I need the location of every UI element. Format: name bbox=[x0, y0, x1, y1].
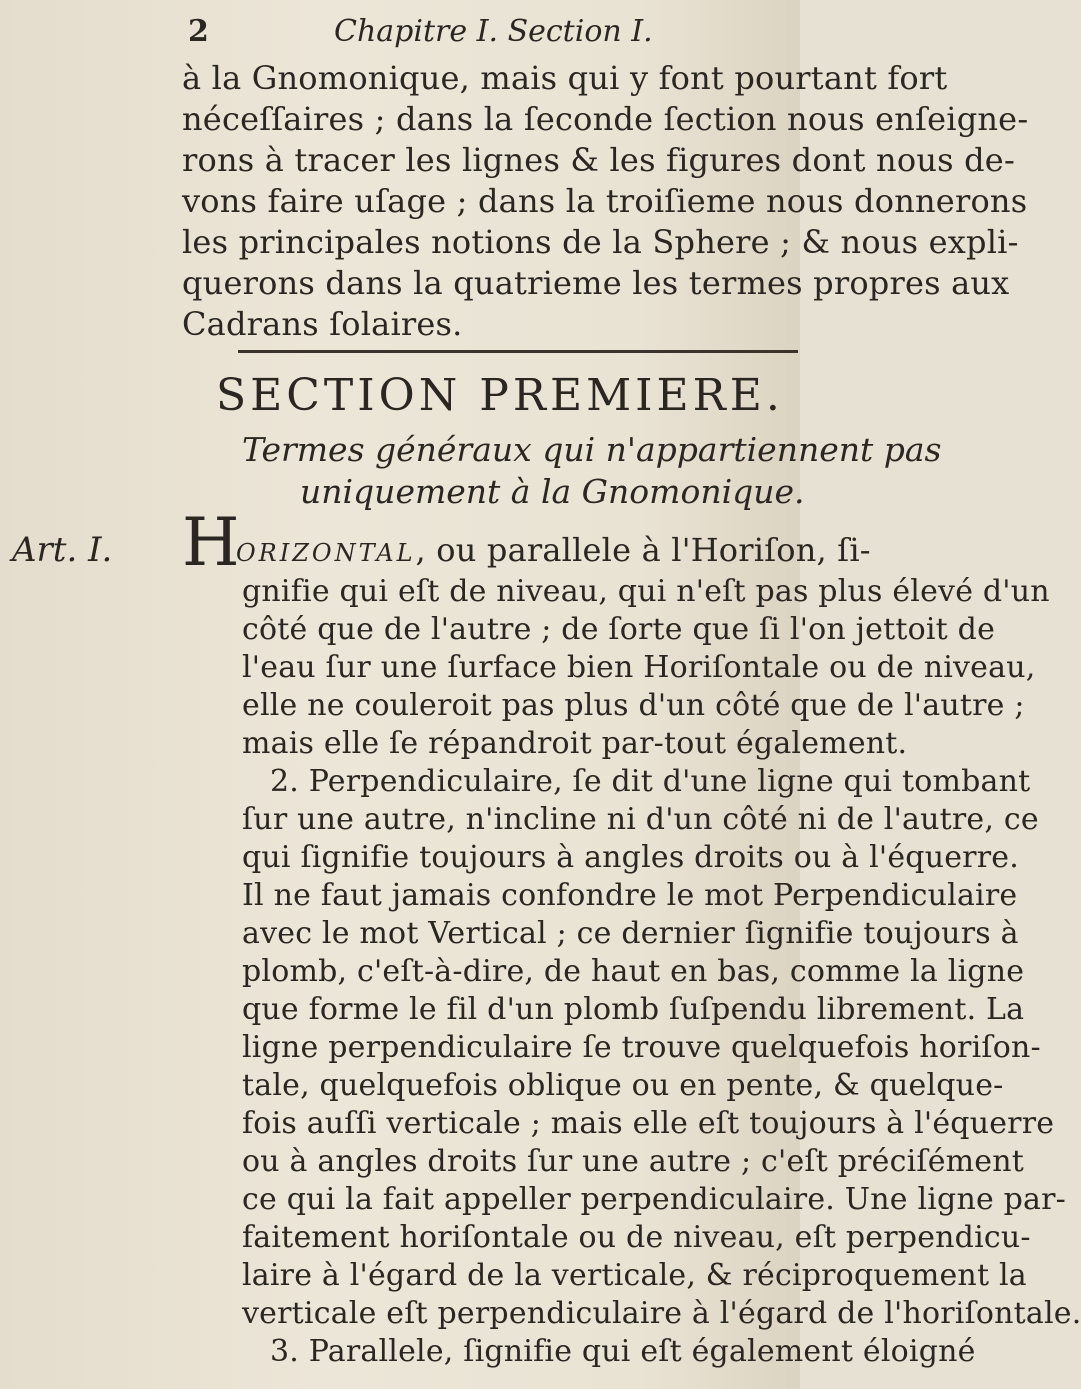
drop-cap: H bbox=[182, 504, 240, 581]
article-line: ou à angles droits ſur une autre ; c'eſt préciſément bbox=[242, 1144, 1025, 1179]
article-line: tale, quelquefois oblique ou en pente, & quelque- bbox=[242, 1068, 1004, 1103]
article-line: avec le mot Vertical ; ce dernier ſignifie toujours à bbox=[242, 916, 1019, 951]
article-line: que forme le fil d'un plomb ſuſpendu librement. La bbox=[242, 992, 1025, 1027]
article-line: 3. Parallele, ſignifie qui eſt également éloigné bbox=[270, 1334, 976, 1369]
section-subtitle: Termes généraux qui n'appartiennent pas bbox=[242, 430, 942, 469]
article-line: ligne perpendiculaire ſe trouve quelquefois horiſon- bbox=[242, 1030, 1041, 1065]
article-line: mais elle ſe répandroit par-tout également. bbox=[242, 726, 908, 761]
running-title: Chapitre I. Section I. bbox=[334, 14, 653, 49]
article-line: ce qui la fait appeller perpendiculaire. Une ligne par- bbox=[242, 1182, 1067, 1217]
intro-line: néceſſaires ; dans la ſeconde ſection nous enſeigne- bbox=[182, 100, 1029, 138]
article-line: verticale eſt perpendiculaire à l'égard de l'horiſontale. bbox=[242, 1296, 1081, 1331]
article-line: ſur une autre, n'incline ni d'un côté ni de l'autre, ce bbox=[242, 802, 1039, 837]
article-line: faitement horiſontale ou de niveau, eſt perpendicu- bbox=[242, 1220, 1031, 1255]
article-line: laire à l'égard de la verticale, & réciproquement la bbox=[242, 1258, 1027, 1293]
article-line: plomb, c'eſt-à-dire, de haut en bas, comme la ligne bbox=[242, 954, 1025, 989]
intro-line: rons à tracer les lignes & les figures dont nous de- bbox=[182, 141, 1015, 179]
intro-line: vons faire uſage ; dans la troiſieme nous donnerons bbox=[182, 182, 1028, 220]
section-rule bbox=[238, 350, 798, 353]
article-line: elle ne couleroit pas plus d'un côté que de l'autre ; bbox=[242, 688, 1025, 723]
running-header bbox=[184, 14, 744, 54]
section-title: SECTION PREMIERE. bbox=[216, 370, 784, 421]
first-line-rest: , ou parallele à l'Horiſon, ſi- bbox=[415, 531, 871, 569]
article-line: 2. Perpendiculaire, ſe dit d'une ligne qui tombant bbox=[270, 764, 1031, 799]
margin-note: Art. I. bbox=[12, 530, 113, 570]
article-line: gnifie qui eſt de niveau, qui n'eſt pas plus élevé d'un bbox=[242, 574, 1050, 609]
article-line: Il ne faut jamais confondre le mot Perpendiculaire bbox=[242, 878, 1018, 913]
first-word: ORIZONTAL bbox=[236, 539, 416, 567]
section-subtitle-cont: uniquement à la Gnomonique. bbox=[300, 472, 805, 511]
article-line: côté que de l'autre ; de ſorte que ſi l'on jettoit de bbox=[242, 612, 996, 647]
intro-line: les principales notions de la Sphere ; & nous expli- bbox=[182, 223, 1019, 261]
intro-line: à la Gnomonique, mais qui y font pourtant fort bbox=[182, 59, 948, 97]
page-number: 2 bbox=[188, 14, 209, 49]
article-line: qui ſignifie toujours à angles droits ou à l'équerre. bbox=[242, 840, 1019, 875]
article-line: l'eau ſur une ſurface bien Horiſontale ou de niveau, bbox=[242, 650, 1036, 685]
article-first-line bbox=[236, 530, 871, 573]
article-line: fois auſſi verticale ; mais elle eſt toujours à l'équerre bbox=[242, 1106, 1055, 1141]
intro-line: Cadrans ſolaires. bbox=[182, 305, 463, 343]
intro-line: querons dans la quatrieme les termes propres aux bbox=[182, 264, 1010, 302]
